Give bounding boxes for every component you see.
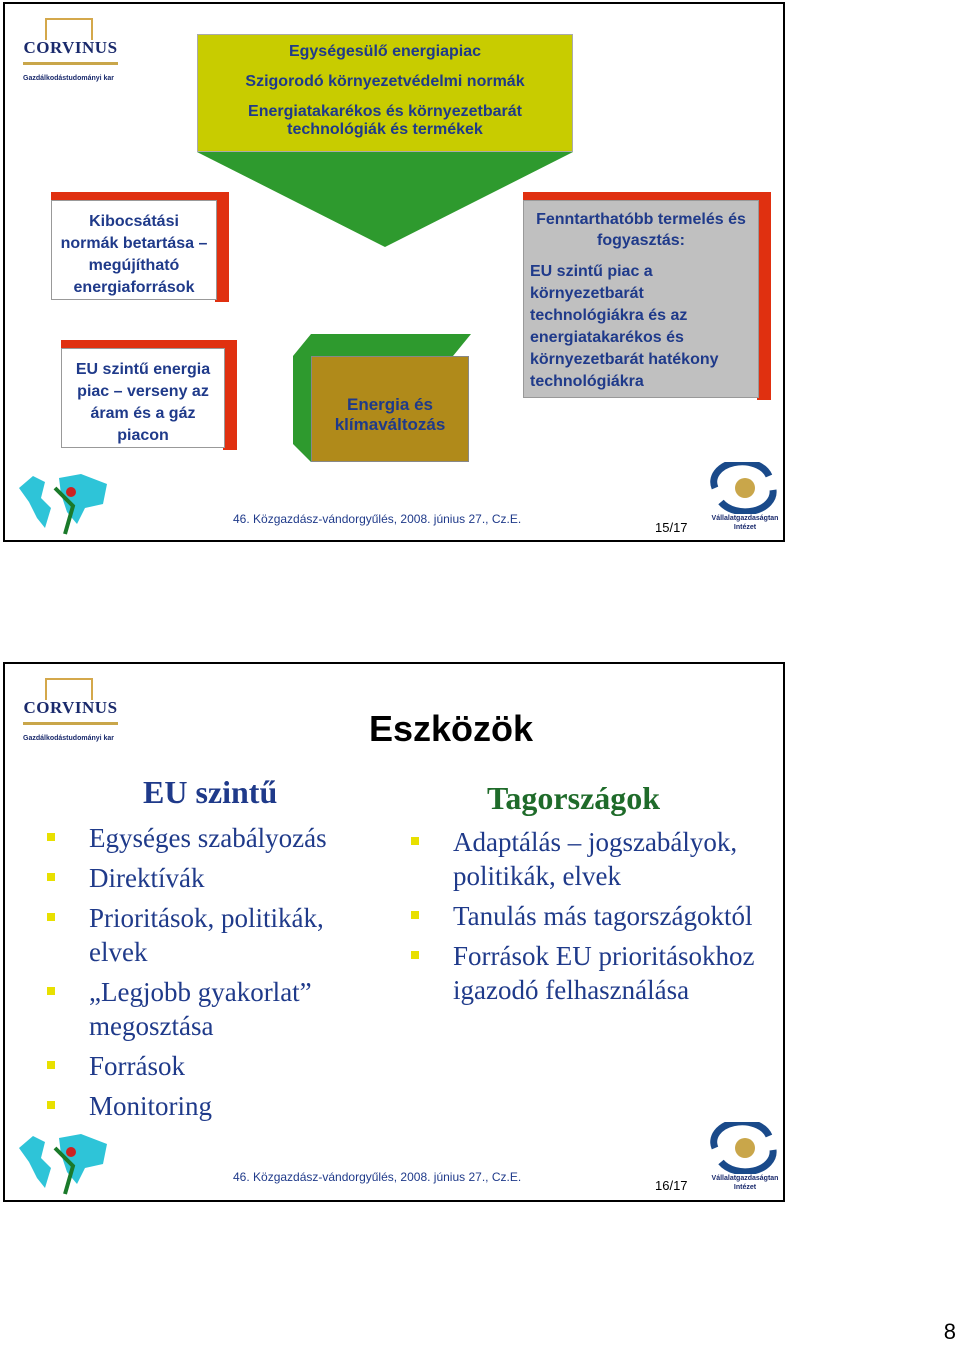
list-item: Egységes szabályozás — [45, 821, 385, 855]
eu-level-heading: EU szintű — [143, 774, 278, 810]
logo-name: CORVINUS — [23, 698, 118, 717]
right-box-body: EU szintű piac a környezetbarát technológiákra és az energiatakarékos és környezetbarát hatékony technológiákra — [530, 263, 719, 390]
top-box-line-3: Energiatakarékos és környezetbarát technológiák és termékek — [248, 103, 522, 138]
world-map-icon — [15, 1128, 117, 1200]
bullet-icon — [411, 837, 419, 845]
vallalatgazdasagtan-logo — [707, 1122, 783, 1202]
left-box-2-shadow — [223, 340, 237, 450]
vlogo-caption: Vállalatgazdaságtan Intézet — [711, 1175, 779, 1191]
bullet-icon — [47, 1061, 55, 1069]
list-item: Prioritások, politikák, elvek — [45, 901, 385, 969]
list-item: Tanulás más tagországoktól — [409, 899, 769, 933]
slide-16 — [3, 662, 785, 1202]
left-box-emissions: Kibocsátási normák betartása – megújítható energiaforrások — [51, 200, 217, 300]
logo-subtitle: Gazdálkodástudományi kar — [23, 75, 115, 82]
vlogo-caption: Vállalatgazdaságtan Intézet — [711, 515, 779, 531]
left-box-energy-market: EU szintű energia piac – verseny az áram és a gáz piacon — [61, 348, 225, 448]
document-page-number: 8 — [943, 1319, 956, 1344]
top-box-line-1: Egységesülő energiapiac — [288, 43, 482, 60]
right-box-heading: Fenntarthatóbb termelés és fogyasztás: — [536, 211, 746, 249]
list-item: Források EU prioritásokhoz igazodó felhasználása — [409, 939, 769, 1007]
corvinus-emblem-icon — [45, 18, 93, 40]
corvinus-logo — [23, 18, 118, 88]
slide15-page-number: 15/17 — [655, 520, 688, 535]
top-yellow-box — [197, 34, 573, 152]
bullet-icon — [411, 911, 419, 919]
logo-subtitle: Gazdálkodástudományi kar — [23, 735, 115, 742]
left-box-1-shadow — [215, 192, 229, 302]
logo-divider — [23, 722, 118, 725]
logo-divider — [23, 62, 118, 65]
center-cube-energy-climate: Energia és klímaváltozás — [311, 356, 469, 462]
slide-15 — [3, 2, 785, 542]
left-box-1-shadow-top — [51, 192, 229, 200]
member-states-heading: Tagországok — [487, 780, 661, 816]
top-box-line-2: Szigorodó környezetvédelmi normák — [245, 73, 525, 90]
slide16-page-number: 16/17 — [655, 1178, 688, 1193]
list-item: Források — [45, 1049, 385, 1083]
logo-name: CORVINUS — [23, 38, 118, 57]
slide15-footer: 46. Közgazdász-vándorgyűlés, 2008. június 27., Cz.E. — [233, 512, 522, 526]
bullet-icon — [411, 951, 419, 959]
world-map-icon — [15, 468, 117, 540]
member-states-list — [409, 825, 769, 1007]
recycle-arrows-icon — [707, 462, 783, 514]
list-item: „Legjobb gyakorlat” megosztása — [45, 975, 385, 1043]
left-box-2-shadow-top — [61, 340, 237, 348]
slide-title: Eszközök — [369, 708, 534, 749]
member-states-column — [409, 780, 769, 1013]
recycle-arrows-icon — [707, 1122, 783, 1174]
corvinus-emblem-icon — [45, 678, 93, 700]
right-box-sustainability — [523, 200, 759, 398]
list-item: Direktívák — [45, 861, 385, 895]
list-item: Monitoring — [45, 1089, 385, 1123]
slide16-footer: 46. Közgazdász-vándorgyűlés, 2008. június 27., Cz.E. — [233, 1170, 522, 1184]
bullet-icon — [47, 1101, 55, 1109]
vallalatgazdasagtan-logo — [707, 462, 783, 542]
list-item: Adaptálás – jogszabályok, politikák, elvek — [409, 825, 769, 893]
right-box-shadow-top — [523, 192, 771, 200]
right-box-shadow — [757, 192, 771, 400]
bullet-icon — [47, 913, 55, 921]
corvinus-logo — [23, 678, 118, 748]
bullet-icon — [47, 987, 55, 995]
eu-level-list — [45, 821, 385, 1123]
eu-level-column — [45, 774, 385, 1129]
bullet-icon — [47, 833, 55, 841]
bullet-icon — [47, 873, 55, 881]
